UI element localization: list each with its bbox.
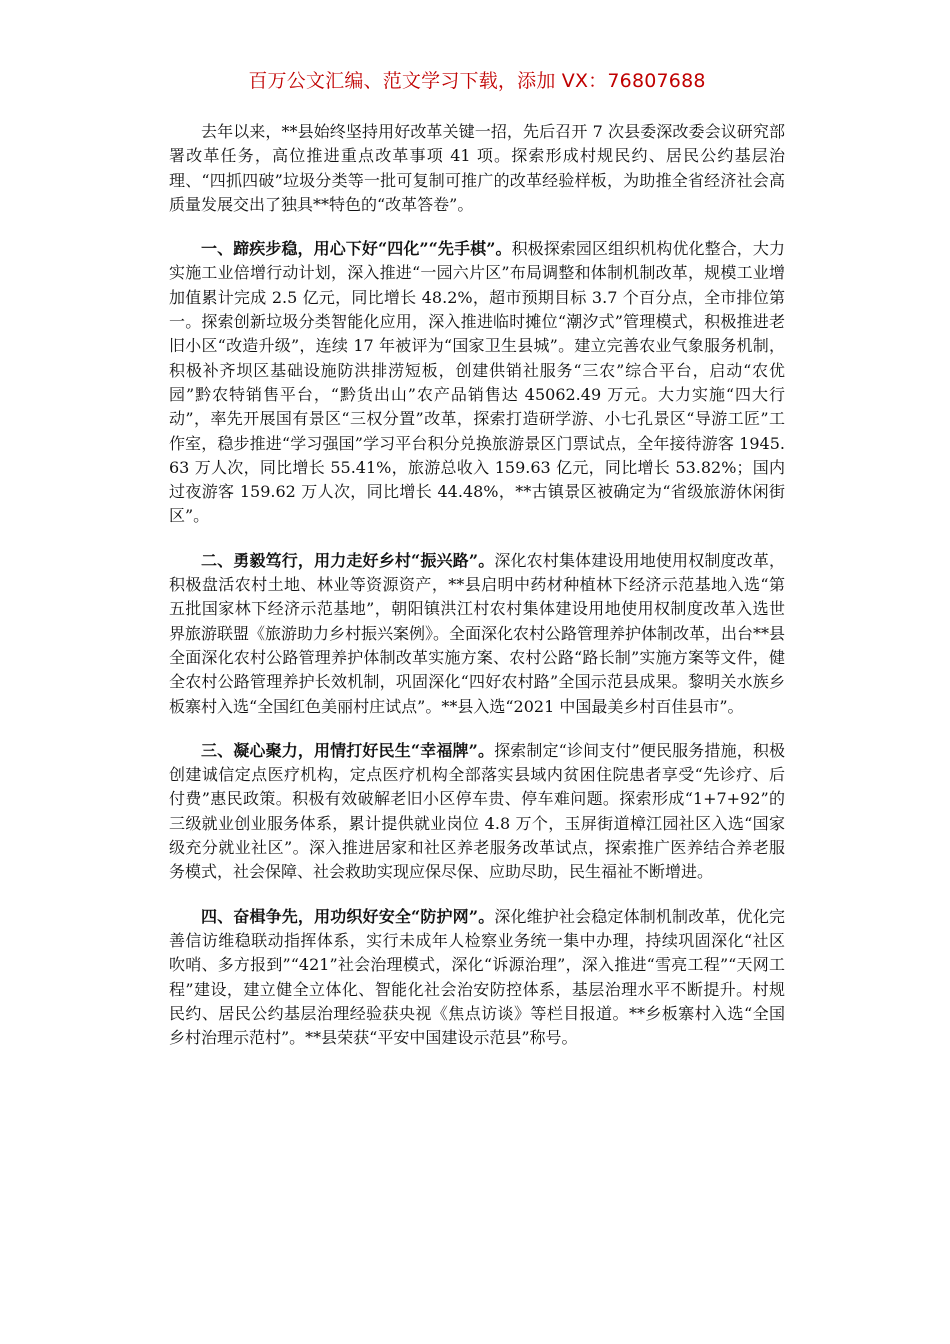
section-paragraph-1 <box>169 237 785 529</box>
section-body-4: 深化维护社会稳定体制机制改革，优化完善信访维稳联动指挥体系，实行未成年人检察业务统一集中办理，持续巩固深化“社区吹哨、多方报到”“421”社会治理模式，深化“诉源治理”，深入推进“雪亮工程”“天网工程”建设，建立健全立体化、智能化社会治安防控体系，基层治理水平不断提升。村规民约、居民公约基层治理经验获央视《焦点访谈》等栏目报道。**乡板寨村入选“全国乡村治理示范村”。**县荣获“平安中国建设示范县”称号。 <box>169 906 785 1048</box>
section-body-2: 深化农村集体建设用地使用权制度改革，积极盘活农村土地、林业等资源资产，**县启明中药材种植林下经济示范基地入选“第五批国家林下经济示范基地”，朝阳镇洪江村农村集体建设用地使用权制度改革入选世界旅游联盟《旅游助力乡村振兴案例》。全面深化农村公路管理养护体制改革，出台**县全面深化农村公路管理养护体制改革实施方案、农村公路“路长制”实施方案等文件，健全农村公路管理养护长效机制，巩固深化“四好农村路”全国示范县成果。黎明关水族乡板寨村入选“全国红色美丽村庄试点”。**县入选“2021 中国最美乡村百佳县市”。 <box>169 550 786 716</box>
section-heading-2: 二、勇毅笃行，用力走好乡村“振兴路”。 <box>201 550 495 570</box>
section-heading-4: 四、奋楫争先，用功织好安全“防护网”。 <box>201 906 495 926</box>
section-heading-1: 一、蹄疾步稳，用心下好“四化”“先手棋”。 <box>201 239 512 259</box>
section-body-1: 积极探索园区组织机构优化整合，大力实施工业倍增行动计划，深入推进“一园六片区”布局调整和体制机制改革，规模工业增加值累计完成 2.5 亿元，同比增长 48.2%，超市预期目标 3.7 个百分点，全市排位第一。探索创新垃圾分类智能化应用，深入推进临时摊位“潮汐式”管理模式，积极推进老旧小区“改造升级”，连续 17 年被评为“国家卫生县城”。建立完善农业气象服务机制，积极补齐坝区基础设施防洪排涝短板，创建供销社服务“三农”综合平台，启动“农优园”黔农特销售平台，“黔货出山”农产品销售达 45062.49 万元。大力实施“四大行动”，率先开展国有景区“三权分置”改革，探索打造研学游、小七孔景区“导游工匠”工作室，稳步推进“学习强国”学习平台积分兑换旅游景区门票试点，全年接待游客 1945.63 万人次，同比增长 55.41%，旅游总收入 159.63 亿元，同比增长 53.82%；国内过夜游客 159.62 万人次，同比增长 44.48%，**古镇景区被确定为“省级旅游休闲街区”。 <box>169 239 785 526</box>
section-heading-3: 三、凝心聚力，用情打好民生“幸福牌”。 <box>201 740 495 760</box>
section-paragraph-2 <box>169 549 785 719</box>
section-body-3: 探索制定“诊间支付”便民服务措施，积极创建诚信定点医疗机构，定点医疗机构全部落实县域内贫困住院患者享受“先诊疗、后付费”惠民政策。积极有效破解老旧小区停车贵、停车难问题。探索形成“1+7+92”的三级就业创业服务体系，累计提供就业岗位 4.8 万个，玉屏街道樟江园社区入选“国家级充分就业社区”。深入推进居家和社区养老服务改革试点，探索推广医养结合养老服务模式，社会保障、社会救助实现应保尽保、应助尽助，民生福祉不断增进。 <box>169 740 785 882</box>
section-paragraph-3 <box>169 739 785 885</box>
intro-paragraph: 去年以来，**县始终坚持用好改革关键一招，先后召开 7 次县委深改委会议研究部署改革任务，高位推进重点改革事项 41 项。探索形成村规民约、居民公约基层治理、“四抓四破”垃圾分类等一批可复制可推广的改革经验样板，为助推全省经济社会高质量发展交出了独具**特色的“改革答卷”。 <box>169 122 785 214</box>
page-header-banner: 百万公文汇编、范文学习下载，添加 VX：76807688 <box>248 70 706 92</box>
section-paragraph-4 <box>169 905 785 1051</box>
document-body <box>169 120 785 1050</box>
